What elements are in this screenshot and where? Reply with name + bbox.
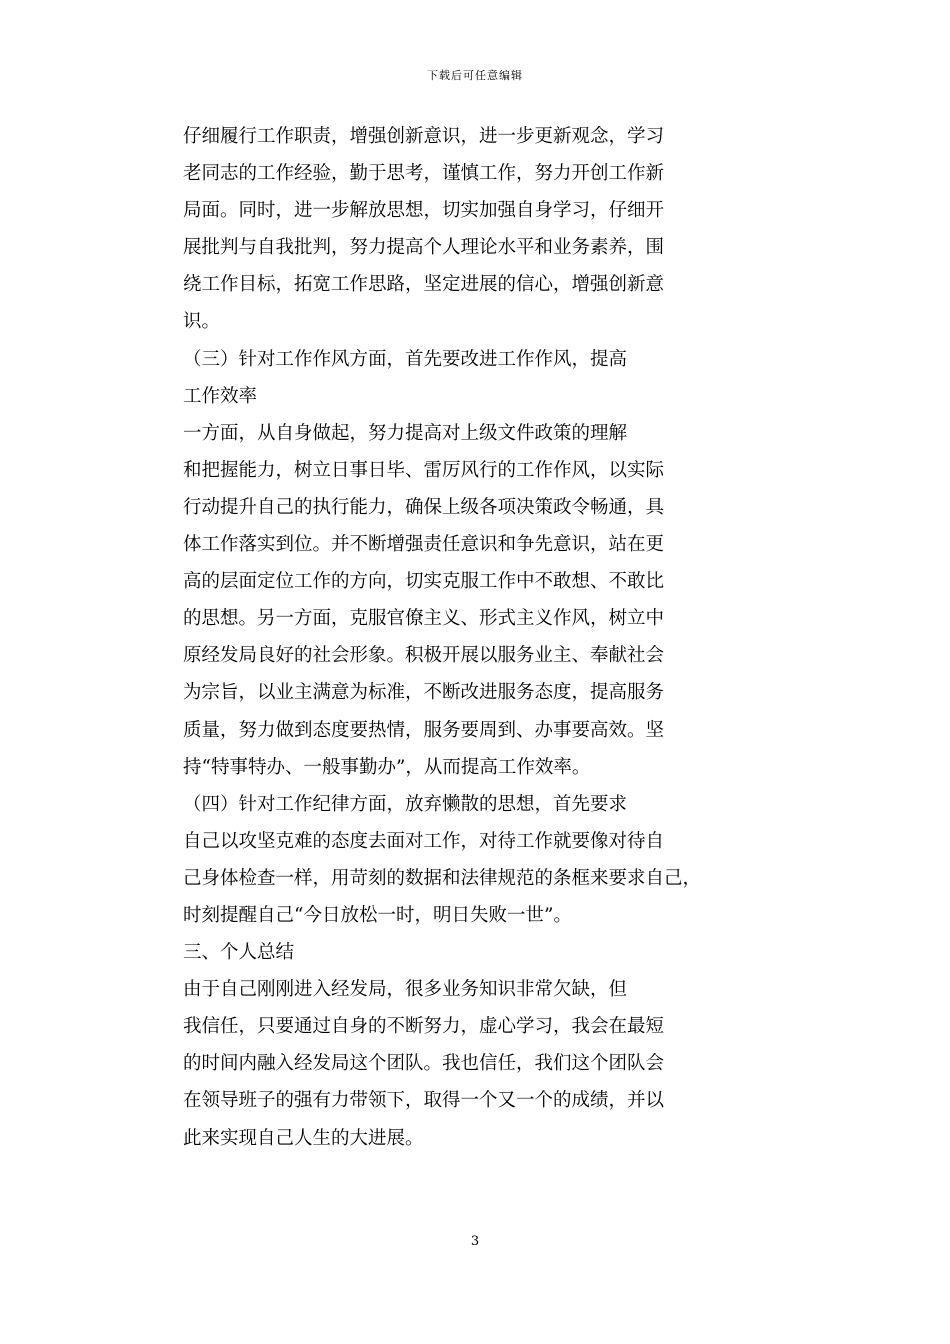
text-line: 由于自己刚刚进入经发局，很多业务知识非常欠缺，但 (183, 979, 628, 1001)
text-line: 行动提升自己的执行能力，确保上级各项决策政令畅通，具 (183, 496, 665, 518)
text-line: 展批判与自我批判，努力提高个人理论水平和业务素养，围 (183, 237, 665, 259)
text-line: 持“特事特办、一般事勤办”，从而提高工作效率。 (183, 756, 591, 778)
text-line: 为宗旨，以业主满意为标准，不断改进服务态度，提高服务 (183, 682, 665, 704)
text-line: 时刻提醒自己“今日放松一时，明日失败一世”。 (183, 904, 572, 926)
text-line: 仔细履行工作职责，增强创新意识，进一步更新观念，学习 (183, 126, 665, 147)
text-line: 质量，努力做到态度要热情，服务要周到、办事要高效。坚 (183, 719, 665, 741)
text-line: 我信任，只要通过自身的不断努力，虚心学习，我会在最短 (183, 1016, 665, 1038)
text-line: 体工作落实到位。并不断增强责任意识和争先意识，站在更 (183, 534, 665, 556)
section-heading-summary: 三、个人总结 (183, 942, 295, 964)
document-body (183, 118, 743, 1157)
section-heading-four: （四）针对工作纪律方面，放弃懒散的思想，首先要求 (183, 793, 628, 815)
text-line: 局面。同时，进一步解放思想，切实加强自身学习，仔细开 (183, 200, 665, 222)
text-line: 此来实现自己人生的大进展。 (183, 1127, 424, 1149)
page-header: 下载后可任意编辑 (427, 69, 523, 82)
text-line: 绕工作目标，拓宽工作思路，坚定进展的信心，增强创新意 (183, 274, 665, 296)
section-heading-three: （三）针对工作作风方面，首先要改进工作作风，提高 (183, 348, 628, 370)
text-line: 的思想。另一方面，克服官僚主义、形式主义作风，树立中 (183, 608, 665, 630)
page-number: 3 (470, 1234, 480, 1249)
text-line: 在领导班子的强有力带领下，取得一个又一个的成绩，并以 (183, 1090, 665, 1112)
text-line: 老同志的工作经验，勤于思考，谨慎工作，努力开创工作新 (183, 163, 665, 185)
text-line: 高的层面定位工作的方向，切实克服工作中不敢想、不敢比 (183, 571, 665, 593)
text-line: 原经发局良好的社会形象。积极开展以服务业主、奉献社会 (183, 645, 665, 667)
text-line: 己身体检查一样，用苛刻的数据和法律规范的条框来要求自己， (183, 867, 702, 889)
text-line: 识。 (183, 311, 221, 333)
text-line: 自己以攻坚克难的态度去面对工作，对待工作就要像对待自 (183, 830, 665, 852)
text-line: 和把握能力，树立日事日毕、雷厉风行的工作作风，以实际 (183, 459, 665, 481)
section-heading-three-continued: 工作效率 (183, 385, 258, 407)
text-line: 一方面，从自身做起，努力提高对上级文件政策的理解 (183, 422, 628, 444)
text-line: 的时间内融入经发局这个团队。我也信任，我们这个团队会 (183, 1053, 665, 1075)
